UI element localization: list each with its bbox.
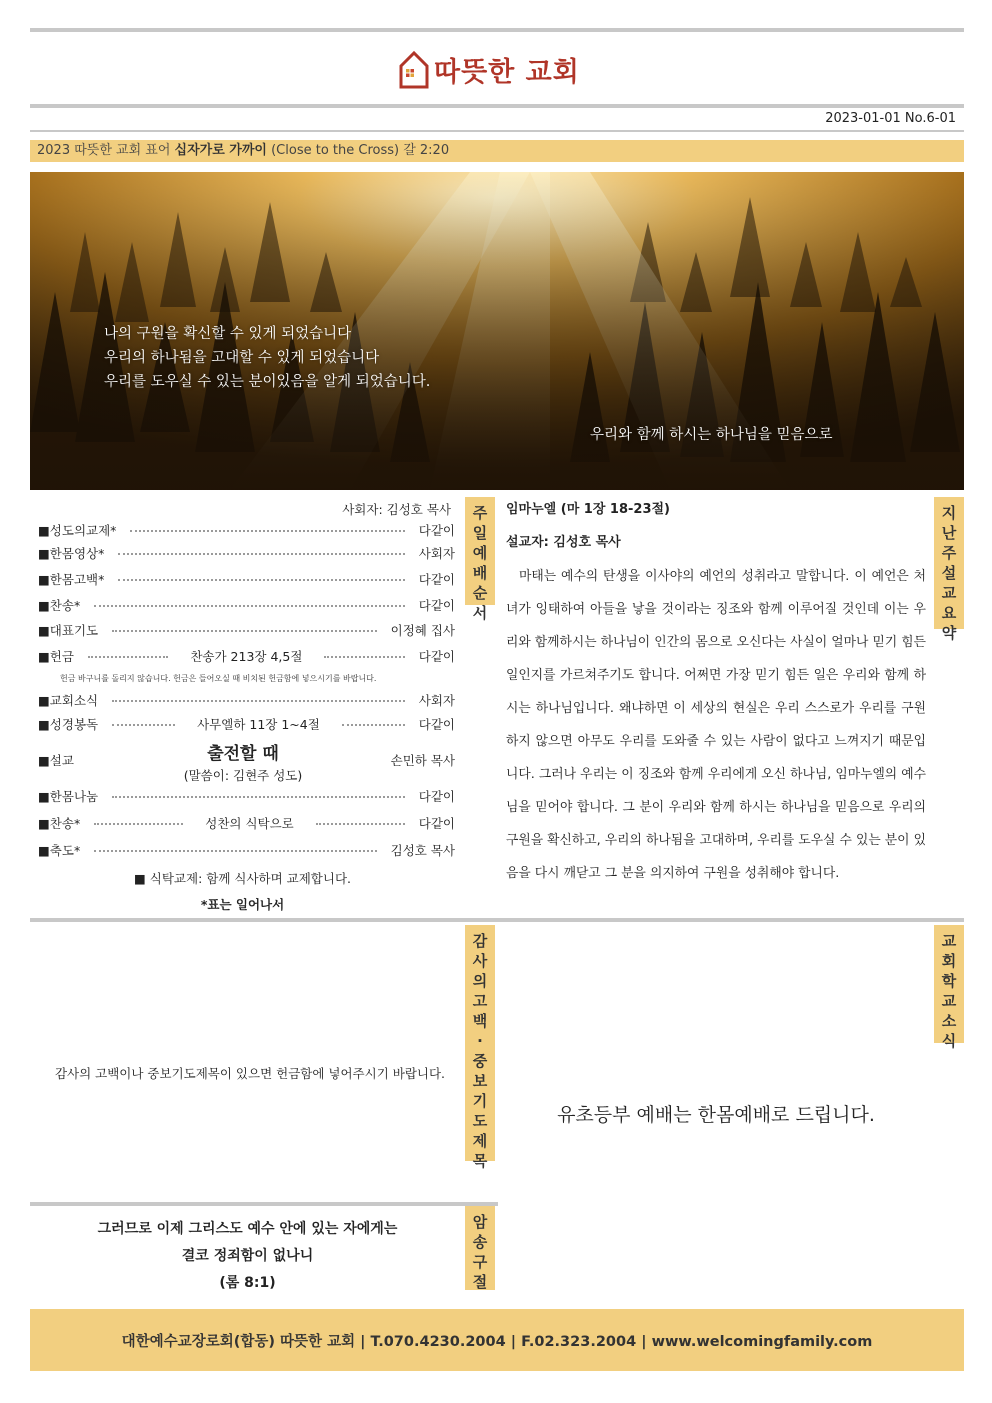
hero-line-1: 나의 구원을 확신할 수 있게 되었습니다 xyxy=(104,326,352,342)
tab-char: 소 xyxy=(941,1012,957,1030)
tab-char: 중 xyxy=(472,1052,488,1070)
section-rule xyxy=(30,918,964,922)
hero-image xyxy=(30,172,964,490)
sermon-summary-tab xyxy=(934,497,964,642)
tab-char: 암 xyxy=(472,1213,488,1231)
order-item xyxy=(38,619,455,641)
order-item-detail: 사무엘하 11장 1~4절 xyxy=(197,717,320,732)
church-name: 따뜻한 교회 xyxy=(434,56,580,88)
tab-char: 교 xyxy=(941,992,957,1010)
order-item-leader: 사회자 xyxy=(418,693,455,708)
thanks-tab xyxy=(465,925,495,1170)
tab-char: 도 xyxy=(472,1112,488,1130)
tab-char: 제 xyxy=(472,1132,488,1150)
order-item xyxy=(38,689,455,711)
dot-leader xyxy=(316,823,405,825)
tab-char: 식 xyxy=(941,1032,957,1050)
order-item-leader: 다같이 xyxy=(418,816,456,831)
order-item xyxy=(38,594,455,616)
order-item-leader: 다같이 xyxy=(418,649,456,664)
memory-verse-reference: (롬 8:1) xyxy=(219,1275,276,1291)
order-item xyxy=(38,542,455,564)
order-item-detail: 성찬의 식탁으로 xyxy=(205,816,294,831)
tab-char: 지 xyxy=(941,504,957,522)
order-item-name: ■한몸나눔 xyxy=(38,789,99,804)
order-item xyxy=(38,568,455,590)
tab-char: 교 xyxy=(941,584,957,602)
sermon-title: 출전할 때 xyxy=(207,744,279,764)
dot-leader xyxy=(130,530,404,532)
church-motto xyxy=(30,140,964,162)
issue-number: 2023-01-01 No.6-01 xyxy=(825,111,956,126)
tab-char: 목 xyxy=(472,1152,488,1170)
church-logo xyxy=(398,45,580,93)
top-rule xyxy=(30,28,964,32)
motto-title: 십자가로 가까이 xyxy=(174,143,267,158)
tab-char: 회 xyxy=(941,952,957,970)
tab-char: 백 xyxy=(472,1012,488,1030)
footer-text: 대한예수교장로회(합동) 따뜻한 교회 | T.070.4230.2004 | F.02.323.2004 | www.welcomingfamily.com xyxy=(121,1333,873,1350)
memory-verse-tab xyxy=(465,1206,495,1290)
tab-char: 의 xyxy=(472,972,488,990)
tab-char: 송 xyxy=(472,1233,488,1251)
order-item-leader: 다같이 xyxy=(418,572,455,587)
tab-char: 보 xyxy=(472,1072,488,1090)
order-item xyxy=(38,713,455,735)
order-item-leader: 다같이 xyxy=(418,523,455,538)
hero-caption: 우리와 함께 하시는 하나님을 믿음으로 xyxy=(590,427,833,443)
tab-char: 일 xyxy=(472,524,488,542)
order-item-name: ■한몸고백* xyxy=(38,572,105,587)
order-item xyxy=(38,645,455,667)
order-item-name: ■대표기도 xyxy=(38,623,99,638)
fellowship-note: ■ 식탁교제: 함께 식사하며 교제합니다. xyxy=(133,871,351,886)
tab-char: 약 xyxy=(941,624,957,642)
dot-leader xyxy=(94,605,405,607)
hero-line-2: 우리의 하나됨을 고대할 수 있게 되었습니다 xyxy=(104,350,380,366)
dot-leader xyxy=(112,630,377,632)
order-item-name: ■찬송* xyxy=(38,816,81,831)
tab-char: 순 xyxy=(472,584,488,602)
sermon-speaker: (말씀이: 김현주 성도) xyxy=(183,768,303,783)
dot-leader xyxy=(324,656,404,658)
dot-leader xyxy=(112,796,405,798)
order-item-leader: 사회자 xyxy=(418,546,455,561)
tab-char: 고 xyxy=(472,992,488,1010)
order-item-name: ■찬송* xyxy=(38,598,81,613)
order-item-name: ■헌금 xyxy=(38,649,74,664)
order-item-name: ■한몸영상* xyxy=(38,546,105,561)
order-item-name: ■성경봉독 xyxy=(38,717,99,732)
tab-char: 배 xyxy=(472,564,488,582)
order-item-leader: 김성호 목사 xyxy=(390,843,455,858)
order-item xyxy=(38,519,455,541)
dot-leader xyxy=(94,850,376,852)
footer xyxy=(30,1309,964,1371)
memory-verse-line-1: 그러므로 이제 그리스도 예수 안에 있는 자에게는 xyxy=(97,1221,398,1237)
house-icon xyxy=(398,49,430,89)
order-item-detail: 찬송가 213장 4,5절 xyxy=(190,649,303,664)
sermon-preacher: 설교자: 김성호 목사 xyxy=(506,535,621,550)
thanks-text: 감사의 고백이나 중보기도제목이 있으면 헌금함에 넣어주시기 바랍니다. xyxy=(54,1066,446,1081)
order-item-leader: 다같이 xyxy=(418,717,456,732)
order-item xyxy=(38,812,455,834)
dot-leader xyxy=(118,553,404,555)
dot-leader xyxy=(112,700,405,702)
tab-char: 교 xyxy=(941,932,957,950)
tab-char: 주 xyxy=(941,544,957,562)
tab-char: 절 xyxy=(472,1273,488,1291)
tab-char: 사 xyxy=(472,952,488,970)
order-item xyxy=(38,785,455,807)
dot-leader xyxy=(94,823,183,825)
tab-char: 학 xyxy=(941,972,957,990)
tab-char: 주 xyxy=(472,504,488,522)
order-item-name: ■성도의교제* xyxy=(38,523,117,538)
tab-char: 기 xyxy=(472,1092,488,1110)
memory-verse-line-2: 결코 정죄함이 없나니 xyxy=(181,1248,314,1264)
motto-prefix: 2023 따뜻한 교회 표어 xyxy=(37,143,171,158)
order-item-leader: 이정혜 집사 xyxy=(390,623,455,638)
sermon-title-block xyxy=(178,739,308,784)
memory-verse xyxy=(30,1216,465,1297)
memory-rule xyxy=(30,1202,498,1206)
tab-char: 구 xyxy=(472,1253,488,1271)
tab-char: · xyxy=(477,1032,483,1050)
order-item xyxy=(38,839,455,861)
dot-leader xyxy=(342,724,405,726)
tab-char: 서 xyxy=(472,604,488,622)
tab-char: 난 xyxy=(941,524,957,542)
tab-char: 예 xyxy=(472,544,488,562)
worship-order-tab xyxy=(465,497,495,622)
order-item-name: ■설교 xyxy=(38,753,74,768)
sermon-body: 마태는 예수의 탄생을 이사야의 예언의 성취라고 말합니다. 이 예언은 처녀가 잉태하여 아들을 낳을 것이라는 징조와 함께 이루어질 것인데 이는 우리와 함께하시는 하나님이 인간의 몸으로 오신다는 사실이 얼마나 믿기 힘든 일인지를 가르쳐주기도 합니다. 어쩌면 가장 믿기 힘든 일은 우리와 함께 하시는 하나님입니다. 왜냐하면 이 세상의 현실은 우리 스스로가 우리를 구원하지 않으면 아무도 우리를 도와줄 수 있는 사람이 없다고 느껴지기 때문입니다. 그러나 우리는 이 징조와 함께 우리에게 오신 하나님, 임마누엘의 예수님을 믿어야 합니다. 그 분이 우리와 함께 하시는 하나님을 믿음으로 우리의 구원을 확신하고, 우리의 하나됨을 고대하며, 우리를 도우실 수 있는 분이 있음을 다시 깨닫고 그 분을 의지하여 구원을 성취해야 합니다. xyxy=(506,569,926,881)
tab-char: 요 xyxy=(941,604,957,622)
dot-leader xyxy=(112,724,175,726)
dot-leader xyxy=(118,579,404,581)
hero-line-3: 우리를 도우실 수 있는 분이있음을 알게 되었습니다. xyxy=(104,374,431,390)
header-rule xyxy=(30,104,964,108)
tab-char: 감 xyxy=(472,932,488,950)
order-item-leader: 다같이 xyxy=(418,789,455,804)
school-news-tab xyxy=(934,925,964,1050)
order-item-name: ■축도* xyxy=(38,843,81,858)
order-item-leader: 손민하 목사 xyxy=(390,753,455,768)
tab-char: 설 xyxy=(941,564,957,582)
offering-note: 헌금 바구니를 돌리지 않습니다. 헌금은 들어오실 때 비치된 헌금함에 넣으시기를 바랍니다. xyxy=(60,674,377,683)
presider: 사회자: 김성호 목사 xyxy=(342,502,451,517)
sermon-summary xyxy=(506,498,926,890)
sermon-reference: 임마누엘 (마 1장 18-23절) xyxy=(506,502,670,517)
order-item-leader: 다같이 xyxy=(418,598,455,613)
order-item-name: ■교회소식 xyxy=(38,693,99,708)
motto-suffix: (Close to the Cross) 갈 2:20 xyxy=(271,143,450,158)
issue-rule xyxy=(30,130,964,132)
dot-leader xyxy=(88,656,168,658)
standing-note: *표는 일어나서 xyxy=(200,897,285,912)
school-news-text: 유초등부 예배는 한몸예배로 드립니다. xyxy=(557,1104,875,1126)
